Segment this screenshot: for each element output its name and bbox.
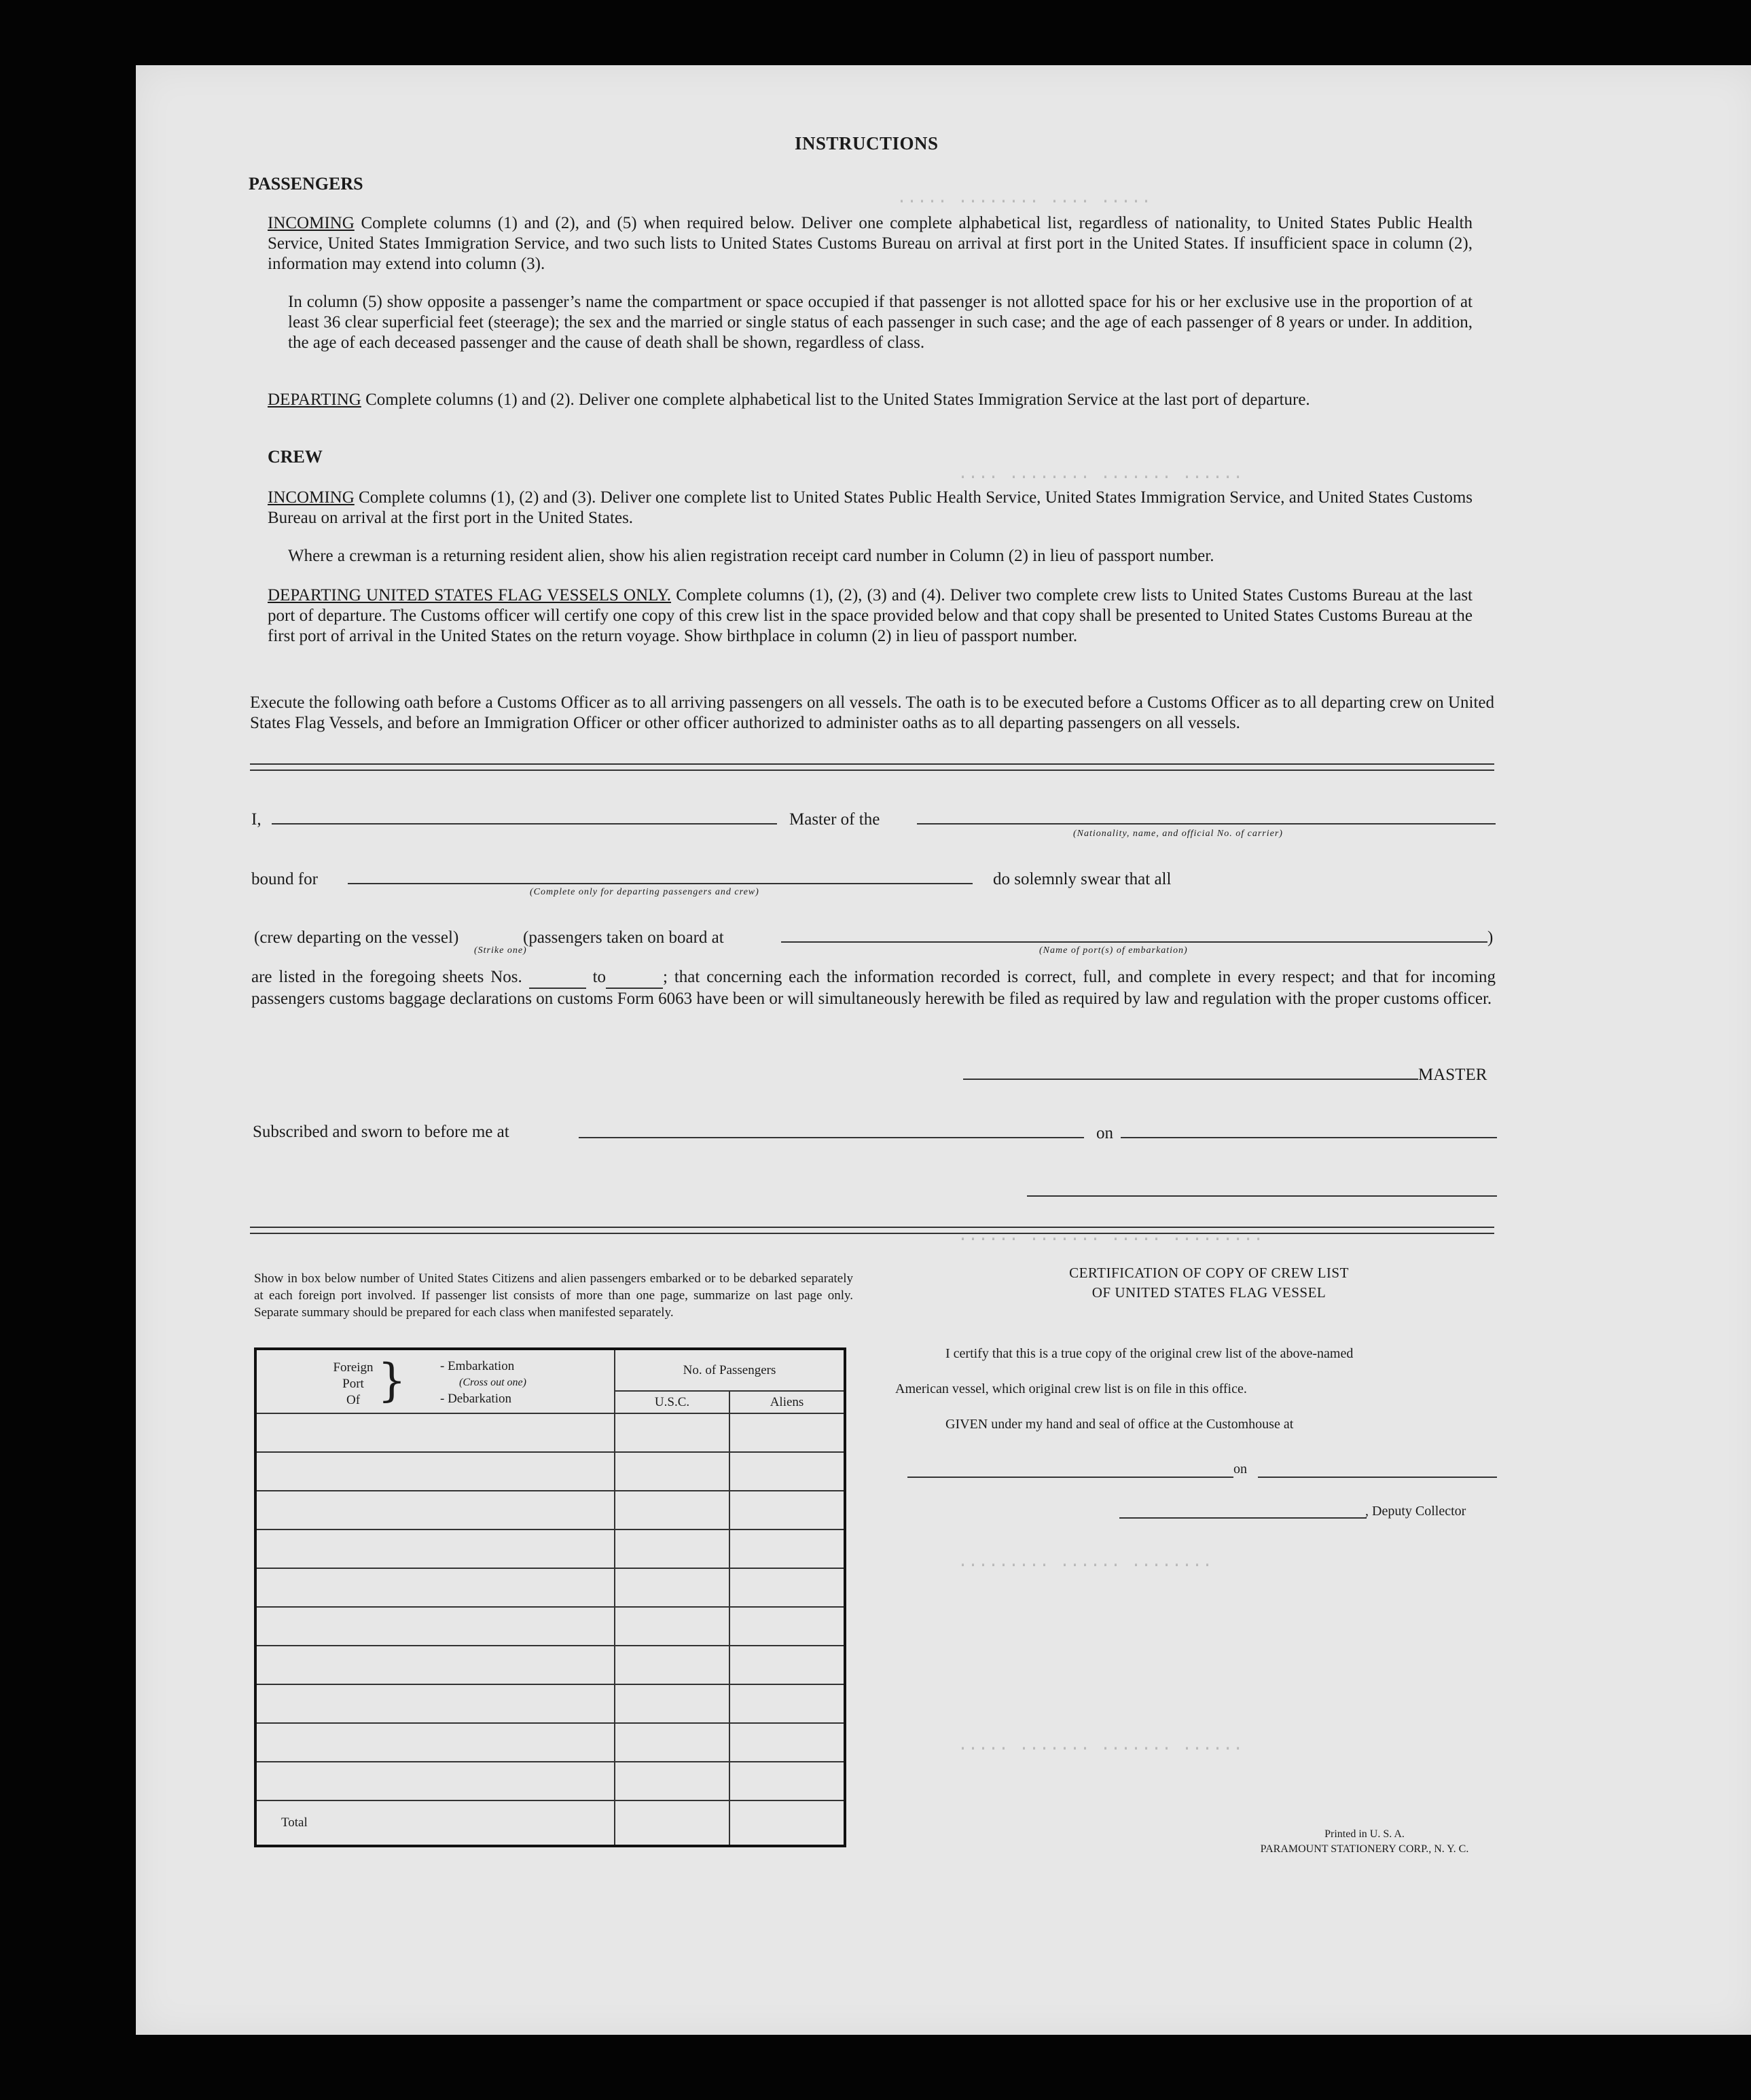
table-row xyxy=(255,1413,845,1452)
certification-date-field[interactable] xyxy=(1258,1477,1497,1478)
crew-heading: CREW xyxy=(268,447,323,467)
listed-text-b: ; that concerning each the information recorded is correct, full, and complete in every respect; and that for incoming passengers customs baggage declarations on customs Form 6063 have been or will simultaneously herewith be filed as required by law and regulation with the proper customs officer. xyxy=(251,968,1496,1008)
table-row xyxy=(255,1646,845,1684)
passengers-departing-paragraph xyxy=(268,390,1473,410)
page-title: INSTRUCTIONS xyxy=(795,133,939,153)
deputy-signature-field[interactable] xyxy=(1119,1517,1367,1519)
sheet-from-field[interactable] xyxy=(529,967,586,989)
crew-departing-option: (crew departing on the vessel) xyxy=(254,928,459,947)
aliens-cell[interactable] xyxy=(729,1413,845,1452)
aliens-cell[interactable] xyxy=(729,1607,845,1646)
aliens-cell[interactable] xyxy=(729,1568,845,1607)
usc-header: U.S.C. xyxy=(615,1391,729,1413)
passengers-column5-paragraph: In column (5) show opposite a passenger’s name the compartment or space occupied if that passenger is not allotted space for his or her exclusive use in the proportion of at least 36 clear superficial feet (steerage); the sex and the married or single status of each passenger in such case; and the age of each passenger of 8 years or under. In addition, the age of each deceased passenger and the cause of death shall be shown, regardless of class. xyxy=(288,293,1473,352)
port-header-cell xyxy=(255,1349,615,1413)
given-line: GIVEN under my hand and seal of office at the Customhouse at xyxy=(945,1417,1294,1432)
certification-title-line-2: OF UNITED STATES FLAG VESSEL xyxy=(1091,1284,1326,1301)
printer-imprint xyxy=(1205,1827,1524,1857)
aliens-cell[interactable] xyxy=(729,1452,845,1491)
port-of-embarkation-field[interactable] xyxy=(781,941,1487,943)
cross-out-caption: (Cross out one) xyxy=(459,1377,526,1388)
aliens-cell[interactable] xyxy=(729,1762,845,1800)
crew-incoming-paragraph xyxy=(268,488,1473,528)
passengers-taken-option: (passengers taken on board at xyxy=(523,928,724,947)
foreign-label: Foreign xyxy=(333,1360,374,1375)
embarkation-option: - Embarkation xyxy=(440,1359,515,1373)
bound-for-field[interactable] xyxy=(348,883,973,884)
brace-symbol: } xyxy=(378,1354,406,1407)
carrier-caption: (Nationality, name, and official No. of carrier) xyxy=(1073,829,1283,839)
crew-departing-label: DEPARTING UNITED STATES FLAG VESSELS ONLY. xyxy=(268,586,672,604)
usc-total-cell[interactable] xyxy=(615,1800,729,1846)
table-row xyxy=(255,1684,845,1723)
no-passengers-header: No. of Passengers xyxy=(615,1349,845,1391)
printer-line-2: PARAMOUNT STATIONERY CORP., N. Y. C. xyxy=(1260,1843,1469,1855)
aliens-cell[interactable] xyxy=(729,1684,845,1723)
aliens-cell[interactable] xyxy=(729,1491,845,1529)
aliens-cell[interactable] xyxy=(729,1529,845,1568)
sworn-date-field[interactable] xyxy=(1121,1137,1497,1138)
passengers-incoming-text: Complete columns (1) and (2), and (5) when required below. Deliver one complete alphabetical list, regardless of nationality, to United States Public Health Service, United States Immigration Service, and two such lists to United States Customs Bureau on arrival at first port in the United States. If insufficient space in column (2), information may extend into column (3). xyxy=(268,214,1473,273)
table-row xyxy=(255,1723,845,1762)
oath-i-label: I, xyxy=(251,810,261,829)
usc-cell[interactable] xyxy=(615,1607,729,1646)
port-cell[interactable] xyxy=(255,1413,615,1452)
total-label: Total xyxy=(255,1800,615,1846)
double-rule xyxy=(250,763,1494,771)
passengers-incoming-paragraph xyxy=(268,213,1473,274)
port-cell[interactable] xyxy=(255,1568,615,1607)
sworn-on-label: on xyxy=(1096,1124,1113,1142)
master-name-field[interactable] xyxy=(272,823,777,825)
customhouse-field[interactable] xyxy=(907,1477,1233,1478)
certification-title-line-1: CERTIFICATION OF COPY OF CREW LIST xyxy=(1069,1265,1349,1281)
table-row xyxy=(255,1762,845,1800)
close-paren: ) xyxy=(1487,928,1494,947)
passenger-summary-table xyxy=(254,1347,846,1847)
aliens-cell[interactable] xyxy=(729,1646,845,1684)
table-row xyxy=(255,1452,845,1491)
port-cell[interactable] xyxy=(255,1607,615,1646)
bleed-through-marks: ······ ······· ····· ········· xyxy=(958,1229,1264,1249)
usc-cell[interactable] xyxy=(615,1413,729,1452)
port-label: Port xyxy=(342,1377,364,1391)
usc-cell[interactable] xyxy=(615,1762,729,1800)
usc-cell[interactable] xyxy=(615,1723,729,1762)
bound-for-caption: (Complete only for departing passengers and crew) xyxy=(530,887,759,897)
sheet-to-field[interactable] xyxy=(606,967,663,989)
carrier-field[interactable] xyxy=(917,823,1496,825)
strike-one-caption: (Strike one) xyxy=(474,945,527,956)
debarkation-option: - Debarkation xyxy=(440,1392,511,1406)
officer-signature-field[interactable] xyxy=(1027,1195,1497,1197)
usc-cell[interactable] xyxy=(615,1529,729,1568)
aliens-header: Aliens xyxy=(729,1391,845,1413)
deputy-collector-label: , Deputy Collector xyxy=(1365,1504,1466,1519)
master-signature-field[interactable] xyxy=(963,1079,1418,1080)
bleed-through-marks: ····· ······· ······· ······ xyxy=(958,1739,1244,1758)
passengers-departing-label: DEPARTING xyxy=(268,391,361,409)
port-cell[interactable] xyxy=(255,1529,615,1568)
listed-paragraph xyxy=(251,967,1496,1009)
listed-to: to xyxy=(592,968,607,986)
aliens-total-cell[interactable] xyxy=(729,1800,845,1846)
swear-text: do solemnly swear that all xyxy=(993,870,1172,888)
table-row xyxy=(255,1491,845,1529)
usc-cell[interactable] xyxy=(615,1452,729,1491)
port-cell[interactable] xyxy=(255,1491,615,1529)
passengers-incoming-label: INCOMING xyxy=(268,214,355,232)
certification-title xyxy=(1019,1263,1399,1303)
crew-incoming-label: INCOMING xyxy=(268,488,355,507)
crew-resident-paragraph: Where a crewman is a returning resident alien, show his alien registration receipt card number in Column (2) in lieu of passport number. xyxy=(288,547,1214,565)
certify-line-1: I certify that this is a true copy of the original crew list of the above-named xyxy=(945,1346,1354,1361)
crew-departing-text: Complete columns (1), (2), (3) and (4). Deliver two complete crew lists to United States Customs Bureau at the last port of departure. The Customs officer will certify one copy of this crew list in the space provided below and that copy shall be presented to United States Customs Bureau at the first port of arrival in the United States on the return voyage. Show birthplace in column (2) in lieu of passport number. xyxy=(268,586,1473,645)
passengers-departing-text: Complete columns (1) and (2). Deliver one complete alphabetical list to the United States Immigration Service at the last port of departure. xyxy=(361,391,1310,409)
double-rule xyxy=(250,1227,1494,1234)
bleed-through-marks: ········· ······ ········ xyxy=(958,1555,1213,1575)
summary-instruction: Show in box below number of United States Citizens and alien passengers embarked or to be debarked separately at each foreign port involved. If passenger list consists of more than one page, summarize on last page only. Separate summary should be prepared for each class when manifested separately. xyxy=(254,1271,853,1320)
printer-line-1: Printed in U. S. A. xyxy=(1324,1828,1405,1840)
sworn-place-field[interactable] xyxy=(579,1137,1084,1138)
port-caption: (Name of port(s) of embarkation) xyxy=(1039,945,1188,956)
usc-cell[interactable] xyxy=(615,1646,729,1684)
master-label: MASTER xyxy=(1418,1066,1487,1084)
certification-on-label: on xyxy=(1233,1462,1247,1477)
listed-text-a: are listed in the foregoing sheets Nos. xyxy=(251,968,522,986)
oath-intro: Execute the following oath before a Customs Officer as to all arriving passengers on all vessels. The oath is to be executed before a Customs Officer as to all departing crew on United States Flag Vessels, and before an Immigration Officer or other officer authorized to administer oaths as to all departing passengers on all vessels. xyxy=(250,693,1494,732)
crew-departing-paragraph xyxy=(268,585,1473,647)
certify-line-2: American vessel, which original crew list is on file in this office. xyxy=(895,1381,1247,1396)
usc-cell[interactable] xyxy=(615,1491,729,1529)
crew-incoming-text: Complete columns (1), (2) and (3). Deliver one complete list to United States Public Health Service, United States Immigration Service, and United States Customs Bureau on arrival at the first port in the United States. xyxy=(268,488,1473,527)
aliens-cell[interactable] xyxy=(729,1723,845,1762)
port-cell[interactable] xyxy=(255,1452,615,1491)
table-row xyxy=(255,1607,845,1646)
subscribed-label: Subscribed and sworn to before me at xyxy=(253,1123,509,1141)
bleed-through-marks: ···· ········ ······· ······ xyxy=(958,467,1244,487)
port-cell[interactable] xyxy=(255,1762,615,1800)
bleed-through-marks: ····· ········ ···· ····· xyxy=(897,192,1152,211)
port-cell[interactable] xyxy=(255,1723,615,1762)
passengers-heading: PASSENGERS xyxy=(249,174,363,194)
table-row xyxy=(255,1568,845,1607)
master-of-the-label: Master of the xyxy=(789,810,880,829)
usc-cell[interactable] xyxy=(615,1568,729,1607)
of-label: Of xyxy=(346,1393,361,1407)
table-row xyxy=(255,1529,845,1568)
usc-cell[interactable] xyxy=(615,1684,729,1723)
port-cell[interactable] xyxy=(255,1646,615,1684)
bound-for-label: bound for xyxy=(251,870,318,888)
port-cell[interactable] xyxy=(255,1684,615,1723)
total-row xyxy=(255,1800,845,1846)
